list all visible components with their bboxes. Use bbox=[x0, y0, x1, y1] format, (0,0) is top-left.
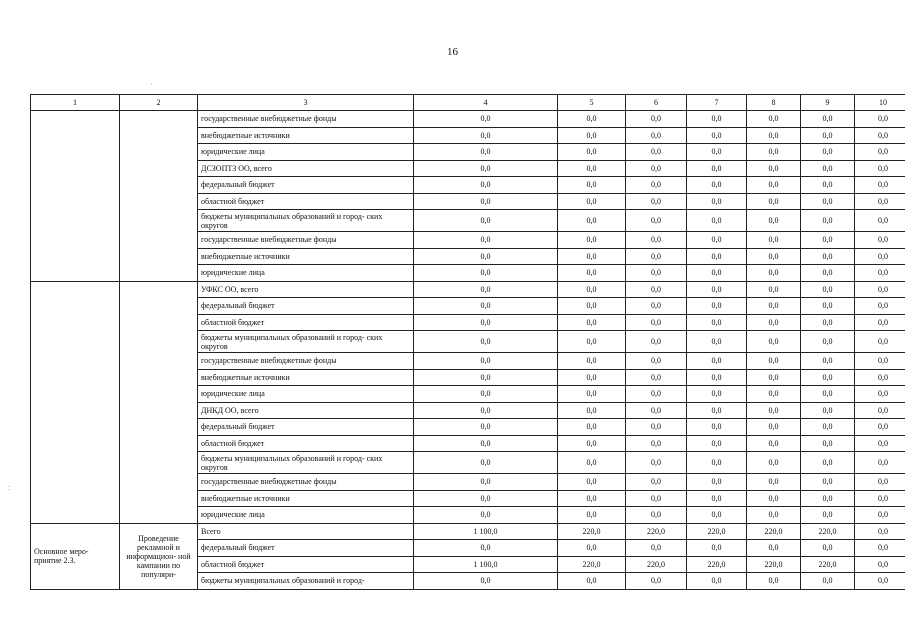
amount-cell: 220,0 bbox=[626, 556, 687, 573]
amount-cell: 220,0 bbox=[801, 523, 855, 540]
amount-cell: 0,0 bbox=[626, 314, 687, 331]
amount-cell: 0,0 bbox=[855, 177, 905, 194]
amount-cell: 0,0 bbox=[558, 210, 626, 232]
column-number-header: 10 bbox=[855, 95, 905, 111]
amount-cell: 0,0 bbox=[855, 331, 905, 353]
amount-cell: 0,0 bbox=[855, 523, 905, 540]
amount-cell: 0,0 bbox=[558, 127, 626, 144]
amount-cell: 0,0 bbox=[801, 193, 855, 210]
amount-cell: 0,0 bbox=[855, 353, 905, 370]
amount-cell: 0,0 bbox=[855, 248, 905, 265]
amount-cell: 0,0 bbox=[626, 386, 687, 403]
amount-cell: 0,0 bbox=[687, 210, 747, 232]
funding-source-cell: Всего bbox=[198, 523, 414, 540]
funding-source-cell: федеральный бюджет bbox=[198, 177, 414, 194]
column-number-header: 5 bbox=[558, 95, 626, 111]
amount-cell: 220,0 bbox=[687, 556, 747, 573]
amount-cell: 0,0 bbox=[801, 127, 855, 144]
funding-source-cell: внебюджетные источники bbox=[198, 490, 414, 507]
amount-cell: 0,0 bbox=[626, 111, 687, 128]
amount-cell: 0,0 bbox=[626, 474, 687, 491]
amount-cell: 220,0 bbox=[747, 523, 801, 540]
funding-source-cell: внебюджетные источники bbox=[198, 127, 414, 144]
amount-cell: 0,0 bbox=[687, 573, 747, 590]
amount-cell: 0,0 bbox=[855, 474, 905, 491]
table-row bbox=[31, 111, 905, 128]
measure-name-cell: Основное меро- приятие 2.3. bbox=[31, 523, 120, 589]
funding-source-cell: УФКС ОО, всего bbox=[198, 281, 414, 298]
amount-cell: 0,0 bbox=[801, 507, 855, 524]
amount-cell: 0,0 bbox=[855, 144, 905, 161]
amount-cell: 0,0 bbox=[801, 369, 855, 386]
amount-cell: 0,0 bbox=[801, 232, 855, 249]
column-number-header: 9 bbox=[801, 95, 855, 111]
empty-merged-cell bbox=[31, 111, 120, 282]
amount-cell: 0,0 bbox=[801, 353, 855, 370]
amount-cell: 0,0 bbox=[558, 331, 626, 353]
amount-cell: 0,0 bbox=[855, 111, 905, 128]
amount-cell: 220,0 bbox=[558, 523, 626, 540]
amount-cell: 0,0 bbox=[558, 111, 626, 128]
amount-cell: 0,0 bbox=[801, 540, 855, 557]
amount-cell: 0,0 bbox=[801, 248, 855, 265]
amount-cell: 0,0 bbox=[414, 331, 558, 353]
amount-cell: 0,0 bbox=[414, 490, 558, 507]
amount-cell: 0,0 bbox=[414, 435, 558, 452]
amount-cell: 0,0 bbox=[747, 281, 801, 298]
header-row bbox=[31, 95, 905, 111]
amount-cell: 0,0 bbox=[558, 435, 626, 452]
amount-cell: 0,0 bbox=[626, 331, 687, 353]
amount-cell: 0,0 bbox=[855, 232, 905, 249]
amount-cell: 0,0 bbox=[558, 232, 626, 249]
amount-cell: 0,0 bbox=[801, 210, 855, 232]
funding-source-cell: юридические лица bbox=[198, 144, 414, 161]
amount-cell: 0,0 bbox=[558, 573, 626, 590]
amount-cell: 0,0 bbox=[801, 281, 855, 298]
amount-cell: 0,0 bbox=[747, 369, 801, 386]
amount-cell: 0,0 bbox=[855, 210, 905, 232]
amount-cell: 0,0 bbox=[801, 298, 855, 315]
amount-cell: 0,0 bbox=[414, 419, 558, 436]
amount-cell: 0,0 bbox=[626, 419, 687, 436]
amount-cell: 0,0 bbox=[626, 353, 687, 370]
amount-cell: 0,0 bbox=[558, 452, 626, 474]
amount-cell: 0,0 bbox=[558, 507, 626, 524]
amount-cell: 0,0 bbox=[855, 452, 905, 474]
amount-cell: 0,0 bbox=[558, 248, 626, 265]
amount-cell: 0,0 bbox=[414, 573, 558, 590]
empty-merged-cell bbox=[120, 281, 198, 523]
amount-cell: 0,0 bbox=[747, 540, 801, 557]
funding-source-cell: юридические лица bbox=[198, 386, 414, 403]
amount-cell: 0,0 bbox=[801, 160, 855, 177]
amount-cell: 0,0 bbox=[687, 144, 747, 161]
amount-cell: 0,0 bbox=[801, 265, 855, 282]
amount-cell: 0,0 bbox=[558, 369, 626, 386]
amount-cell: 0,0 bbox=[558, 353, 626, 370]
amount-cell: 0,0 bbox=[414, 160, 558, 177]
amount-cell: 0,0 bbox=[687, 232, 747, 249]
amount-cell: 0,0 bbox=[414, 452, 558, 474]
amount-cell: 0,0 bbox=[747, 298, 801, 315]
amount-cell: 0,0 bbox=[855, 314, 905, 331]
amount-cell: 0,0 bbox=[414, 265, 558, 282]
amount-cell: 0,0 bbox=[801, 435, 855, 452]
amount-cell: 0,0 bbox=[558, 474, 626, 491]
amount-cell: 0,0 bbox=[747, 232, 801, 249]
amount-cell: 220,0 bbox=[687, 523, 747, 540]
amount-cell: 0,0 bbox=[687, 281, 747, 298]
amount-cell: 0,0 bbox=[414, 507, 558, 524]
amount-cell: 0,0 bbox=[558, 540, 626, 557]
page-number: 16 bbox=[447, 46, 458, 58]
amount-cell: 0,0 bbox=[801, 452, 855, 474]
funding-source-cell: юридические лица bbox=[198, 507, 414, 524]
column-number-header: 7 bbox=[687, 95, 747, 111]
amount-cell: 0,0 bbox=[626, 573, 687, 590]
amount-cell: 0,0 bbox=[414, 353, 558, 370]
amount-cell: 0,0 bbox=[626, 248, 687, 265]
funding-source-cell: областной бюджет bbox=[198, 314, 414, 331]
amount-cell: 0,0 bbox=[626, 402, 687, 419]
funding-source-cell: бюджеты муниципальных образований и город- ских округов bbox=[198, 210, 414, 232]
amount-cell: 0,0 bbox=[747, 265, 801, 282]
amount-cell: 0,0 bbox=[687, 386, 747, 403]
amount-cell: 0,0 bbox=[414, 281, 558, 298]
funding-source-cell: бюджеты муниципальных образований и город- ских округов bbox=[198, 452, 414, 474]
amount-cell: 0,0 bbox=[687, 419, 747, 436]
amount-cell: 0,0 bbox=[747, 353, 801, 370]
amount-cell: 0,0 bbox=[747, 248, 801, 265]
funding-source-cell: ДНКД ОО, всего bbox=[198, 402, 414, 419]
amount-cell: 0,0 bbox=[801, 331, 855, 353]
column-number-header: 1 bbox=[31, 95, 120, 111]
amount-cell: 0,0 bbox=[687, 474, 747, 491]
amount-cell: 0,0 bbox=[747, 144, 801, 161]
column-number-header: 4 bbox=[414, 95, 558, 111]
amount-cell: 0,0 bbox=[414, 210, 558, 232]
empty-merged-cell bbox=[120, 111, 198, 282]
amount-cell: 220,0 bbox=[558, 556, 626, 573]
funding-source-cell: государственные внебюджетные фонды bbox=[198, 232, 414, 249]
amount-cell: 0,0 bbox=[855, 402, 905, 419]
amount-cell: 0,0 bbox=[414, 298, 558, 315]
amount-cell: 0,0 bbox=[747, 127, 801, 144]
amount-cell: 0,0 bbox=[414, 248, 558, 265]
funding-source-cell: федеральный бюджет bbox=[198, 419, 414, 436]
funding-source-cell: внебюджетные источники bbox=[198, 369, 414, 386]
amount-cell: 220,0 bbox=[801, 556, 855, 573]
amount-cell: 0,0 bbox=[626, 177, 687, 194]
amount-cell: 0,0 bbox=[626, 232, 687, 249]
funding-source-cell: ДСЗОПТЗ ОО, всего bbox=[198, 160, 414, 177]
amount-cell: 0,0 bbox=[855, 298, 905, 315]
amount-cell: 0,0 bbox=[855, 490, 905, 507]
amount-cell: 0,0 bbox=[687, 160, 747, 177]
amount-cell: 0,0 bbox=[687, 369, 747, 386]
amount-cell: 0,0 bbox=[801, 573, 855, 590]
funding-source-cell: юридические лица bbox=[198, 265, 414, 282]
funding-source-cell: бюджеты муниципальных образований и город- ских округов bbox=[198, 331, 414, 353]
amount-cell: 0,0 bbox=[558, 386, 626, 403]
amount-cell: 0,0 bbox=[414, 111, 558, 128]
amount-cell: 0,0 bbox=[626, 144, 687, 161]
amount-cell: 0,0 bbox=[687, 331, 747, 353]
amount-cell: 0,0 bbox=[626, 193, 687, 210]
amount-cell: 0,0 bbox=[687, 353, 747, 370]
funding-source-cell: федеральный бюджет bbox=[198, 298, 414, 315]
amount-cell: 0,0 bbox=[747, 386, 801, 403]
margin-dot: · bbox=[150, 80, 153, 89]
amount-cell: 0,0 bbox=[626, 540, 687, 557]
amount-cell: 0,0 bbox=[747, 314, 801, 331]
amount-cell: 0,0 bbox=[855, 193, 905, 210]
amount-cell: 0,0 bbox=[747, 160, 801, 177]
amount-cell: 0,0 bbox=[801, 474, 855, 491]
amount-cell: 0,0 bbox=[687, 402, 747, 419]
amount-cell: 0,0 bbox=[626, 127, 687, 144]
column-number-header: 6 bbox=[626, 95, 687, 111]
amount-cell: 0,0 bbox=[558, 281, 626, 298]
funding-source-cell: бюджеты муниципальных образований и город- bbox=[198, 573, 414, 590]
amount-cell: 0,0 bbox=[414, 314, 558, 331]
table-row bbox=[31, 523, 905, 540]
amount-cell: 0,0 bbox=[558, 490, 626, 507]
amount-cell: 0,0 bbox=[855, 127, 905, 144]
amount-cell: 0,0 bbox=[687, 298, 747, 315]
amount-cell: 0,0 bbox=[801, 490, 855, 507]
amount-cell: 0,0 bbox=[801, 314, 855, 331]
amount-cell: 0,0 bbox=[687, 248, 747, 265]
amount-cell: 0,0 bbox=[801, 419, 855, 436]
amount-cell: 0,0 bbox=[687, 193, 747, 210]
amount-cell: 0,0 bbox=[747, 490, 801, 507]
funding-source-cell: областной бюджет bbox=[198, 556, 414, 573]
amount-cell: 0,0 bbox=[414, 540, 558, 557]
amount-cell: 0,0 bbox=[558, 402, 626, 419]
funding-source-cell: областной бюджет bbox=[198, 435, 414, 452]
amount-cell: 0,0 bbox=[855, 540, 905, 557]
amount-cell: 0,0 bbox=[414, 369, 558, 386]
amount-cell: 0,0 bbox=[855, 507, 905, 524]
amount-cell: 0,0 bbox=[747, 177, 801, 194]
funding-source-cell: государственные внебюджетные фонды bbox=[198, 111, 414, 128]
amount-cell: 0,0 bbox=[801, 402, 855, 419]
amount-cell: 0,0 bbox=[626, 507, 687, 524]
amount-cell: 0,0 bbox=[626, 265, 687, 282]
amount-cell: 0,0 bbox=[558, 193, 626, 210]
amount-cell: 0,0 bbox=[414, 474, 558, 491]
amount-cell: 220,0 bbox=[626, 523, 687, 540]
budget-table bbox=[30, 94, 905, 590]
funding-source-cell: областной бюджет bbox=[198, 193, 414, 210]
amount-cell: 0,0 bbox=[414, 402, 558, 419]
amount-cell: 220,0 bbox=[747, 556, 801, 573]
amount-cell: 0,0 bbox=[855, 281, 905, 298]
funding-source-cell: государственные внебюджетные фонды bbox=[198, 353, 414, 370]
amount-cell: 0,0 bbox=[626, 369, 687, 386]
amount-cell: 0,0 bbox=[626, 210, 687, 232]
amount-cell: 0,0 bbox=[558, 144, 626, 161]
empty-merged-cell bbox=[31, 281, 120, 523]
amount-cell: 0,0 bbox=[626, 281, 687, 298]
amount-cell: 0,0 bbox=[626, 435, 687, 452]
amount-cell: 0,0 bbox=[855, 556, 905, 573]
amount-cell: 0,0 bbox=[747, 331, 801, 353]
column-number-header: 3 bbox=[198, 95, 414, 111]
amount-cell: 0,0 bbox=[801, 177, 855, 194]
amount-cell: 0,0 bbox=[747, 452, 801, 474]
amount-cell: 0,0 bbox=[801, 386, 855, 403]
amount-cell: 0,0 bbox=[747, 193, 801, 210]
amount-cell: 0,0 bbox=[687, 314, 747, 331]
amount-cell: 0,0 bbox=[747, 210, 801, 232]
amount-cell: 0,0 bbox=[747, 507, 801, 524]
amount-cell: 0,0 bbox=[558, 419, 626, 436]
amount-cell: 0,0 bbox=[558, 314, 626, 331]
amount-cell: 0,0 bbox=[855, 386, 905, 403]
amount-cell: 0,0 bbox=[687, 490, 747, 507]
margin-dot: : bbox=[8, 483, 11, 492]
amount-cell: 0,0 bbox=[687, 177, 747, 194]
amount-cell: 0,0 bbox=[747, 419, 801, 436]
amount-cell: 0,0 bbox=[414, 193, 558, 210]
amount-cell: 0,0 bbox=[626, 160, 687, 177]
amount-cell: 0,0 bbox=[855, 435, 905, 452]
amount-cell: 0,0 bbox=[747, 111, 801, 128]
amount-cell: 0,0 bbox=[855, 573, 905, 590]
amount-cell: 0,0 bbox=[747, 402, 801, 419]
column-number-header: 8 bbox=[747, 95, 801, 111]
amount-cell: 0,0 bbox=[626, 452, 687, 474]
amount-cell: 0,0 bbox=[558, 160, 626, 177]
amount-cell: 0,0 bbox=[687, 452, 747, 474]
measure-description-cell: Проведение рекламной и информацион- ной кампании по популяри- bbox=[120, 523, 198, 589]
amount-cell: 0,0 bbox=[414, 144, 558, 161]
amount-cell: 0,0 bbox=[558, 177, 626, 194]
amount-cell: 0,0 bbox=[687, 265, 747, 282]
amount-cell: 0,0 bbox=[414, 127, 558, 144]
amount-cell: 0,0 bbox=[558, 265, 626, 282]
amount-cell: 0,0 bbox=[855, 265, 905, 282]
amount-cell: 1 100,0 bbox=[414, 523, 558, 540]
amount-cell: 0,0 bbox=[855, 419, 905, 436]
amount-cell: 0,0 bbox=[687, 507, 747, 524]
amount-cell: 0,0 bbox=[747, 474, 801, 491]
amount-cell: 0,0 bbox=[855, 160, 905, 177]
amount-cell: 0,0 bbox=[801, 111, 855, 128]
amount-cell: 0,0 bbox=[687, 111, 747, 128]
amount-cell: 0,0 bbox=[801, 144, 855, 161]
amount-cell: 0,0 bbox=[687, 435, 747, 452]
amount-cell: 0,0 bbox=[626, 298, 687, 315]
amount-cell: 0,0 bbox=[414, 177, 558, 194]
amount-cell: 0,0 bbox=[687, 127, 747, 144]
column-number-header: 2 bbox=[120, 95, 198, 111]
amount-cell: 0,0 bbox=[626, 490, 687, 507]
amount-cell: 1 100,0 bbox=[414, 556, 558, 573]
funding-source-cell: внебюджетные источники bbox=[198, 248, 414, 265]
funding-source-cell: государственные внебюджетные фонды bbox=[198, 474, 414, 491]
amount-cell: 0,0 bbox=[414, 232, 558, 249]
amount-cell: 0,0 bbox=[558, 298, 626, 315]
table-row bbox=[31, 281, 905, 298]
amount-cell: 0,0 bbox=[414, 386, 558, 403]
funding-source-cell: федеральный бюджет bbox=[198, 540, 414, 557]
amount-cell: 0,0 bbox=[747, 435, 801, 452]
amount-cell: 0,0 bbox=[747, 573, 801, 590]
amount-cell: 0,0 bbox=[855, 369, 905, 386]
amount-cell: 0,0 bbox=[687, 540, 747, 557]
